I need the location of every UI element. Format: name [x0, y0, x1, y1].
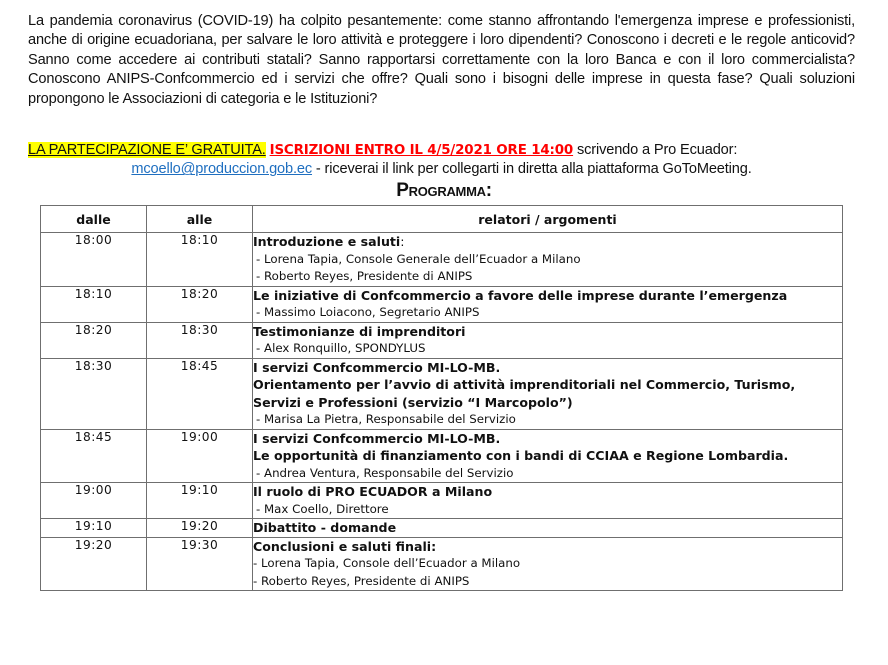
time-to: 18:20 — [147, 286, 253, 322]
time-from: 18:30 — [41, 358, 147, 429]
table-row — [41, 519, 843, 538]
topic-title-text: Introduzione e saluti — [253, 234, 401, 249]
time-to: 19:10 — [147, 483, 253, 519]
free-participation-label: LA PARTECIPAZIONE E’ GRATUITA. — [28, 142, 266, 158]
topic-title: Conclusioni e saluti finali: — [253, 538, 437, 554]
time-to: 18:45 — [147, 358, 253, 429]
topic-title: Orientamento per l’avvio di attività imprenditoriali nel Commercio, Turismo, Servizi e Professioni (servizio “I Marcopolo”) — [253, 377, 796, 410]
topic-title — [253, 233, 842, 251]
registration-deadline: ISCRIZIONI ENTRO IL 4/5/2021 ORE 14:00 — [269, 143, 574, 158]
time-to: 18:10 — [147, 233, 253, 287]
speaker-line: - Andrea Ventura, Responsabile del Servizio — [256, 465, 514, 480]
speaker-line: - Lorena Tapia, Console Generale dell’Ecuador a Milano — [256, 251, 581, 266]
notice-line-2 — [28, 160, 855, 179]
topic-title: Le iniziative di Confcommercio a favore delle imprese durante l’emergenza — [253, 287, 788, 303]
time-to: 19:30 — [147, 537, 253, 591]
table-row — [41, 483, 843, 519]
topic-cell — [253, 358, 843, 429]
topic-cell — [253, 519, 843, 538]
header-topics: relatori / argomenti — [253, 206, 843, 233]
time-to: 18:30 — [147, 322, 253, 358]
topic-cell — [253, 286, 843, 322]
table-row — [41, 358, 843, 429]
speaker-line: - Alex Ronquillo, SPONDYLUS — [256, 341, 426, 355]
topic-cell — [253, 233, 843, 287]
registration-notice — [28, 141, 855, 180]
topic-title: Dibattito - domande — [253, 520, 397, 535]
table-row — [41, 286, 843, 322]
email-link[interactable]: mcoello@produccion.gob.ec — [131, 161, 313, 178]
time-to: 19:00 — [147, 429, 253, 483]
time-from: 19:20 — [41, 537, 147, 591]
table-row — [41, 233, 843, 287]
time-to: 19:20 — [147, 519, 253, 538]
topic-cell — [253, 483, 843, 519]
time-from: 19:00 — [41, 483, 147, 519]
topic-title: I servizi Confcommercio MI-LO-MB. — [253, 430, 501, 446]
time-from: 19:10 — [41, 519, 147, 538]
speaker-line: - Roberto Reyes, Presidente di ANIPS — [256, 269, 473, 283]
table-row — [41, 429, 843, 483]
table-row — [41, 322, 843, 358]
program-title: Programma: — [396, 180, 492, 201]
intro-paragraph: La pandemia coronavirus (COVID-19) ha colpito pesantemente: come stanno affrontando l'emergenza imprese e professionisti, anche di origine ecuadoriana, per salvare le loro attività e proteggere i loro dipendenti? Conoscono i decreti e le regole anticovid? Sanno come accedere ai contributi statali? Sanno rapportarsi correttamente con la loro Banca e con il loro commercialista? Conoscono ANIPS-Confcommercio ed i servizi che offre? Quali sono i bisogni delle imprese in questa fase? Quali soluzioni propongono le Associazioni di categoria e le Istituzioni? — [28, 13, 855, 107]
topic-title-suffix: : — [400, 234, 405, 249]
topic-cell — [253, 429, 843, 483]
topic-title: Le opportunità di finanziamento con i bandi di CCIAA e Regione Lombardia. — [253, 448, 789, 463]
time-from: 18:10 — [41, 286, 147, 322]
header-from: dalle — [41, 206, 147, 233]
speaker-line: - Lorena Tapia, Console dell’Ecuador a Milano — [253, 556, 521, 570]
speaker-line: - Roberto Reyes, Presidente di ANIPS — [253, 573, 470, 588]
topic-title: I servizi Confcommercio MI-LO-MB. — [253, 359, 501, 375]
table-row — [41, 537, 843, 591]
time-from: 18:00 — [41, 233, 147, 287]
speaker-line: - Massimo Loiacono, Segretario ANIPS — [256, 305, 480, 319]
topic-cell — [253, 322, 843, 358]
topic-title: Il ruolo di PRO ECUADOR a Milano — [253, 484, 493, 499]
topic-cell — [253, 537, 843, 591]
program-table — [40, 205, 843, 591]
contact-text: scrivendo a Pro Ecuador: — [573, 142, 738, 158]
speaker-line: - Max Coello, Direttore — [256, 501, 389, 516]
program-body — [41, 233, 843, 591]
header-to: alle — [147, 206, 253, 233]
speaker-line: - Marisa La Pietra, Responsabile del Servizio — [256, 412, 516, 426]
table-header-row — [41, 206, 843, 233]
time-from: 18:20 — [41, 322, 147, 358]
time-from: 18:45 — [41, 429, 147, 483]
link-info-text: - riceverai il link per collegarti in diretta alla piattaforma GoToMeeting. — [312, 161, 752, 178]
topic-title: Testimonianze di imprenditori — [253, 323, 466, 339]
